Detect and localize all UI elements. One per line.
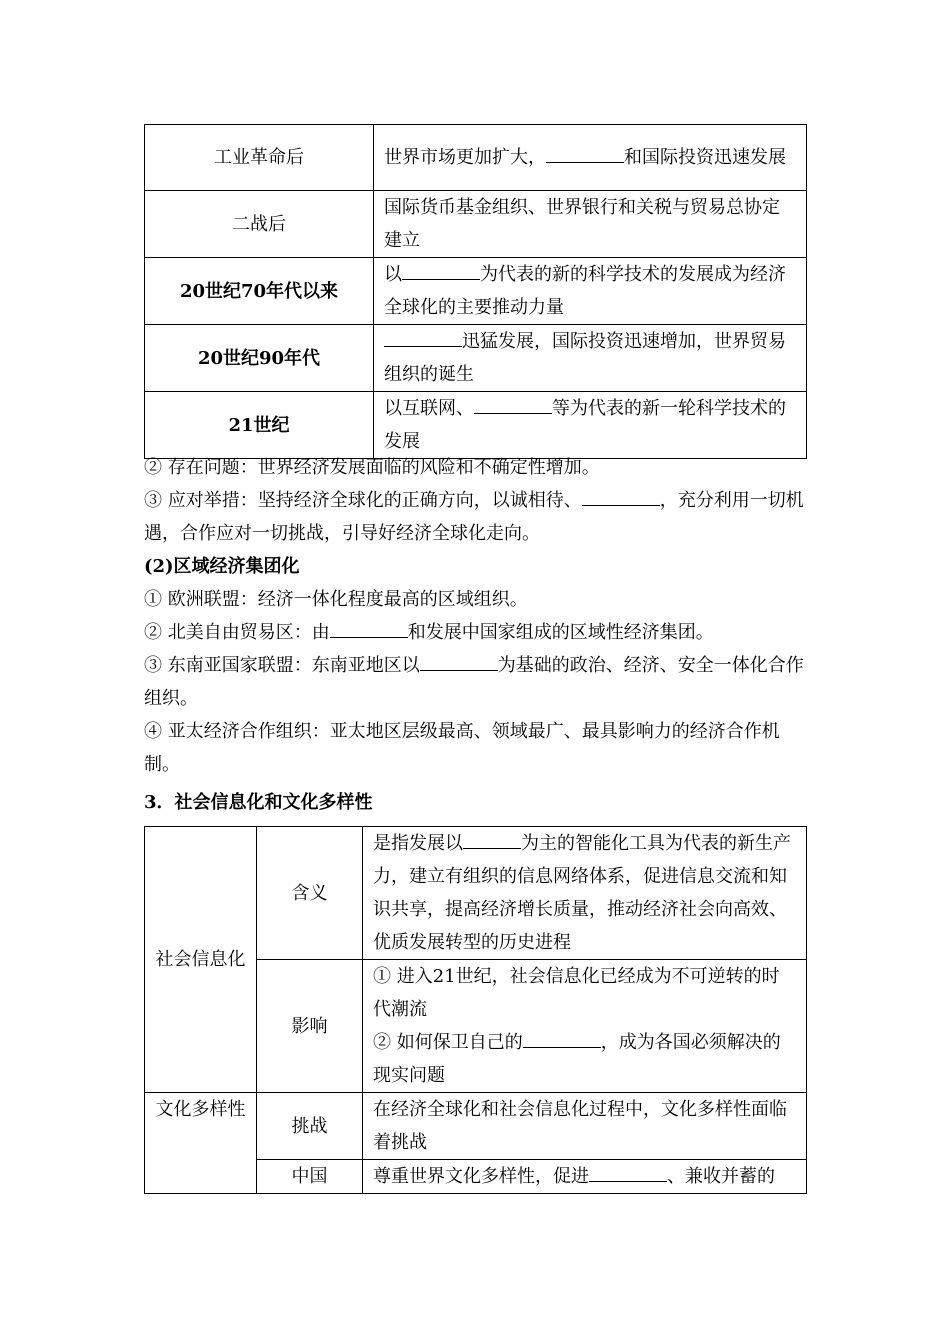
fill-blank (330, 617, 408, 638)
text-line: ① 进入21世纪，社会信息化已经成为不可逆转的时代潮流 (373, 966, 780, 1020)
fill-blank (589, 1161, 667, 1182)
fill-blank (463, 828, 521, 849)
label-cell: 影响 (257, 960, 363, 1093)
paragraph-measures (144, 484, 807, 550)
globalization-stages-table (144, 124, 807, 459)
paragraph-risks: ② 存在问题：世界经济发展面临的风险和不确定性增加。 (144, 457, 600, 478)
text-segment: ② 如何保卫自己的 (373, 1032, 523, 1053)
table-row (145, 258, 807, 325)
description-cell (374, 325, 807, 392)
paragraph-nafta (144, 616, 807, 649)
description-cell (374, 392, 807, 459)
table-row (145, 191, 807, 258)
section-heading-3: 3．社会信息化和文化多样性 (144, 792, 373, 813)
text-segment: 世界市场更加扩大， (384, 147, 546, 168)
table-row (145, 1093, 807, 1160)
fill-blank (420, 650, 498, 671)
description-cell (374, 125, 807, 191)
text-segment: 为基础的政治、经济、安全一体化合作组织。 (144, 655, 804, 709)
section-heading-regional: (2)区域经济集团化 (144, 556, 300, 577)
period-cell: 工业革命后 (145, 125, 374, 191)
period-cell: 20世纪90年代 (145, 325, 374, 392)
fill-blank (384, 326, 462, 347)
table-row (145, 125, 807, 191)
table-row (145, 325, 807, 392)
text-segment: 是指发展以 (373, 833, 463, 854)
label-cell: 挑战 (257, 1093, 363, 1160)
text-segment: 以互联网、 (384, 398, 474, 419)
fill-blank (546, 142, 624, 163)
text-segment: ② 北美自由贸易区：由 (144, 622, 330, 643)
content-cell: 在经济全球化和社会信息化过程中，文化多样性面临着挑战 (363, 1093, 807, 1160)
fill-blank (402, 259, 480, 280)
text-segment: 和国际投资迅速发展 (624, 147, 786, 168)
text-line (373, 1026, 796, 1092)
text-segment: 迅猛发展，国际投资迅速增加，世界贸易组织的诞生 (384, 331, 786, 385)
text-segment: ③ 东南亚国家联盟：东南亚地区以 (144, 655, 420, 676)
text-segment: ③ 应对举措：坚持经济全球化的正确方向，以诚相待、 (144, 490, 582, 511)
paragraph-asean (144, 649, 807, 715)
table-row (145, 392, 807, 459)
category-cell: 文化多样性 (145, 1093, 257, 1194)
paragraph-apec: ④ 亚太经济合作组织：亚太地区层级最高、领域最广、最具影响力的经济合作机制。 (144, 721, 780, 775)
content-cell (363, 960, 807, 1093)
period-cell: 21世纪 (145, 392, 374, 459)
label-cell: 含义 (257, 827, 363, 960)
text-segment: ，成为各国必须解决的现实问题 (373, 1032, 781, 1086)
content-cell (363, 827, 807, 960)
fill-blank (582, 485, 660, 506)
description-cell: 国际货币基金组织、世界银行和关税与贸易总协定建立 (374, 191, 807, 258)
informatization-culture-table (144, 826, 807, 1194)
period-cell: 20世纪70年代以来 (145, 258, 374, 325)
fill-blank (474, 393, 552, 414)
paragraph-eu: ① 欧洲联盟：经济一体化程度最高的区域组织。 (144, 589, 528, 610)
text-segment: 和发展中国家组成的区域性经济集团。 (407, 622, 714, 643)
text-segment: 为代表的新的科学技术的发展成为经济全球化的主要推动力量 (384, 264, 786, 318)
text-segment: ，充分利用一切机遇，合作应对一切挑战，引导好经济全球化走向。 (144, 490, 804, 544)
description-cell (374, 258, 807, 325)
fill-blank (523, 1027, 601, 1048)
text-segment: 以 (384, 264, 402, 285)
text-segment: 、兼收并蓄的 (667, 1166, 775, 1187)
text-segment: 为主的智能化工具为代表的新生产力，建立有组织的信息网络体系，促进信息交流和知识共享，提高经济增长质量，推动经济社会向高效、优质发展转型的历史进程 (373, 833, 791, 953)
content-cell (363, 1160, 807, 1194)
text-segment: 等为代表的新一轮科学技术的发展 (384, 398, 786, 452)
text-segment: 尊重世界文化多样性，促进 (373, 1166, 589, 1187)
table-row (145, 827, 807, 960)
period-cell: 二战后 (145, 191, 374, 258)
label-cell: 中国 (257, 1160, 363, 1194)
category-cell: 社会信息化 (145, 827, 257, 1093)
